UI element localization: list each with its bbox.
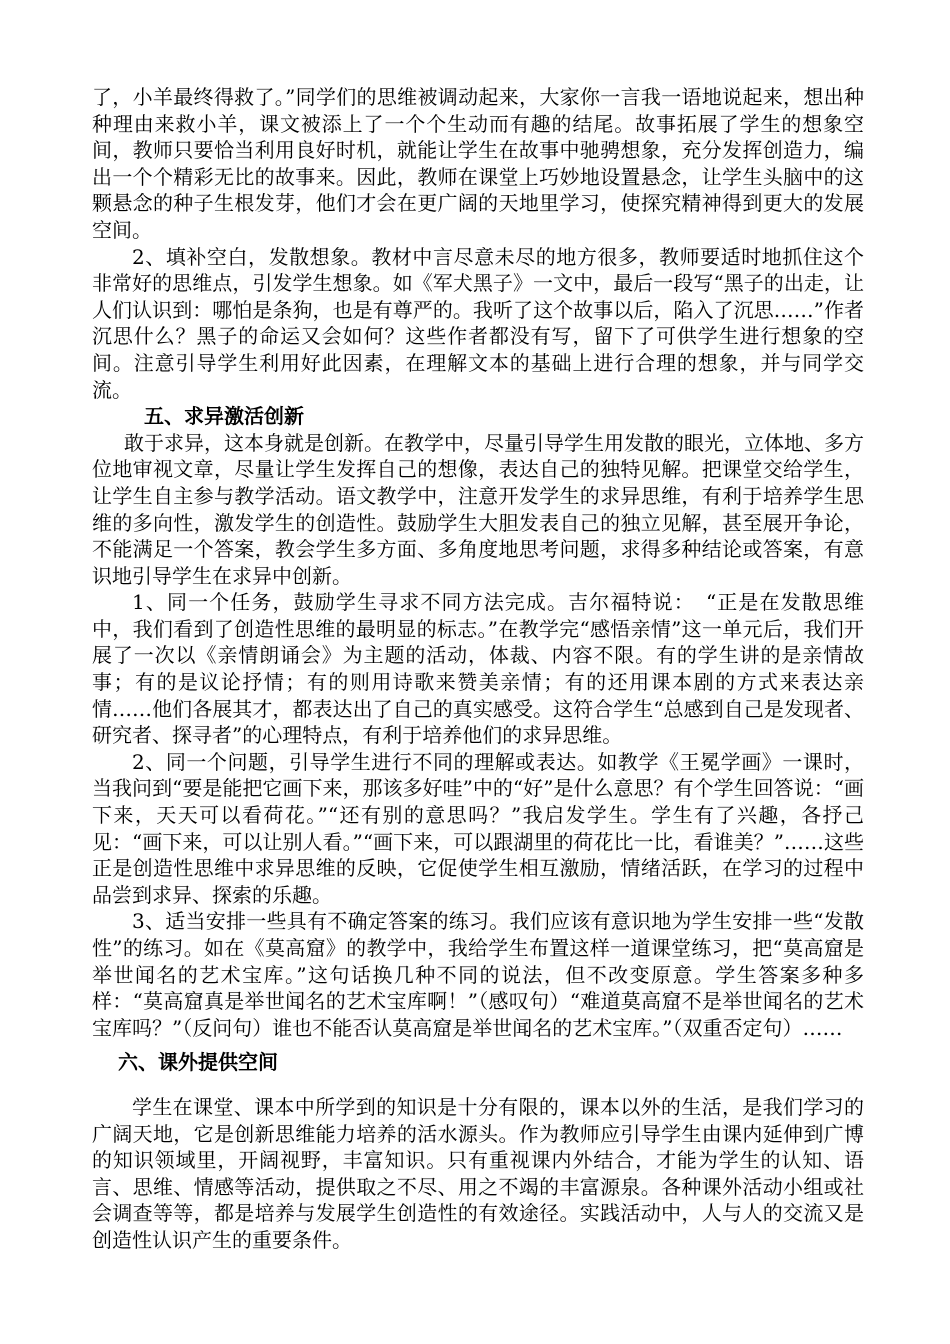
paragraph-section5-item2: 2、同一个问题，引导学生进行不同的理解或表达。如教学《王冕学画》一课时，当我问到“要是能把它画下来，那该多好哇”中的“好”是什么意思？有个学生回答说：“画下来，天天可以看荷花。”“还有别的意思吗？”我启发学生。学生有了兴趣，各抒己见：“画下来，可以让别人看。”“画下来，可以跟湖里的荷花比一比，看谁美？”……这些正是创造性思维中求异思维的反映，它促使学生相互激励，情绪活跃，在学习的过程中品尝到求异、探索的乐趣。 bbox=[92, 749, 864, 907]
paragraph-story-ending: 了，小羊最终得救了。”同学们的思维被调动起来，大家你一言我一语地说起来，想出种种理由来救小羊，课文被添上了一个个生动而有趣的结尾。故事拓展了学生的想象空间，教师只要恰当利用良好时机，就能让学生在故事中驰骋想象，充分发挥创造力，编出一个个精彩无比的故事来。因此，教师在课堂上巧妙地设置悬念，让学生头脑中的这颗悬念的种子生根发芽，他们才会在更广阔的天地里学习，使探究精神得到更大的发展空间。 bbox=[92, 85, 864, 242]
paragraph-fill-blank: 2、填补空白，发散想象。教材中言尽意未尽的地方很多，教师要适时地抓住这个非常好的思维点，引发学生想象。如《军犬黑子》一文中，最后一段写“黑子的出走，让人们认识到：哪怕是条狗，也是有尊严的。我听了这个故事以后，陷入了沉思……”作者沉思什么？黑子的命运又会如何？这些作者都没有写，留下了可供学生进行想象的空间。注意引导学生利用好此因素，在理解文本的基础上进行合理的想象，并与同学交流。 bbox=[92, 244, 864, 402]
paragraph-section5-item3: 3、适当安排一些具有不确定答案的练习。我们应该有意识地为学生安排一些“发散性”的练习。如在《莫高窟》的教学中，我给学生布置这样一道课堂练习，把“莫高窟是举世闻名的艺术宝库。”这句话换几种不同的说法，但不改变原意。学生答案多种多样：“莫高窟真是举世闻名的艺术宝库啊！”（感叹句）“难道莫高窟不是举世闻名的艺术宝库吗？”（反问句）谁也不能否认莫高窟是举世闻名的艺术宝库。”（双重否定句）…… bbox=[92, 909, 864, 1040]
section-heading-5: 五、求异激活创新 bbox=[144, 404, 304, 429]
paragraph-section5-item1: 1、同一个任务，鼓励学生寻求不同方法完成。吉尔福特说： “正是在发散思维中，我们看到了创造性思维的最明显的标志。”在教学完“感悟亲情”这一单元后，我们开展了一次以《亲情朗诵会》为主题的活动，体裁、内容不限。有的学生讲的是亲情故事；有的是议论抒情；有的则用诗歌来赞美亲情；有的还用课本剧的方式来表达亲情……他们各展其才，都表达出了自己的真实感受。这符合学生“总感到自己是发现者、研究者、探寻者”的心理特点，有利于培养他们的求异思维。 bbox=[92, 590, 864, 748]
section-heading-6: 六、课外提供空间 bbox=[118, 1050, 278, 1075]
document-page bbox=[92, 84, 864, 1254]
paragraph-section6: 学生在课堂、课本中所学到的知识是十分有限的，课本以外的生活，是我们学习的广阔天地，它是创新思维能力培养的活水源头。作为教师应引导学生由课内延伸到广博的知识领域里，开阔视野，丰富知识。只有重视课内外结合，才能为学生的认知、语言、思维、情感等活动，提供取之不尽、用之不竭的丰富源泉。各种课外活动小组或社会调查等等，都是培养与发展学生创造性的有效途径。实践活动中，人与人的交流又是创造性认识产生的重要条件。 bbox=[92, 1094, 864, 1252]
paragraph-section5-intro: 敢于求异，这本身就是创新。在教学中，尽量引导学生用发散的眼光，立体地、多方位地审视文章，尽量让学生发挥自己的想像，表达自己的独特见解。把课堂交给学生，让学生自主参与教学活动。语文教学中，注意开发学生的求异思维，有利于培养学生思维的多向性，激发学生的创造性。鼓励学生大胆发表自己的独立见解，甚至展开争论，不能满足一个答案，教会学生多方面、多角度地思考问题，求得多种结论或答案，有意识地引导学生在求异中创新。 bbox=[92, 430, 864, 588]
